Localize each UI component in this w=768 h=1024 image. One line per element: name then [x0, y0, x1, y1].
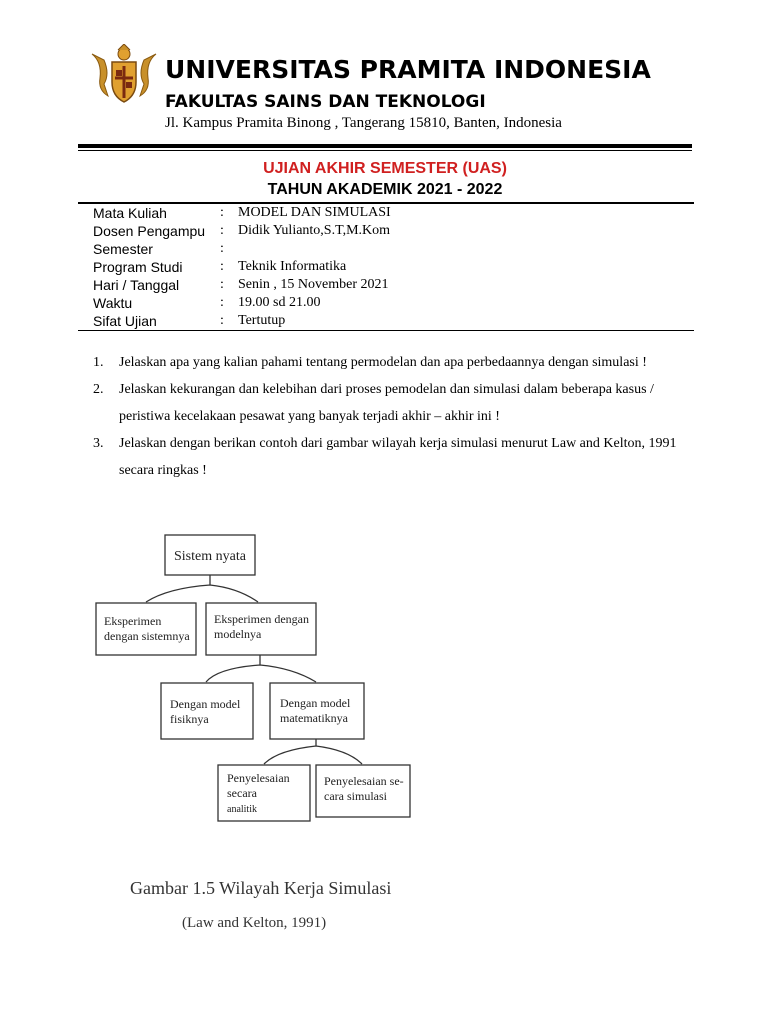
info-label: Program Studi [93, 259, 183, 275]
info-label: Mata Kuliah [93, 205, 167, 221]
connector-model [206, 655, 316, 682]
simulation-scope-diagram [88, 530, 428, 840]
question-number: 3. [93, 436, 104, 451]
info-value: Tertutup [238, 313, 286, 328]
question-number: 2. [93, 382, 104, 397]
label-exp-model-2: modelnya [214, 627, 262, 641]
label-math-1: Dengan model [280, 696, 351, 710]
exam-title: UJIAN AKHIR SEMESTER (UAS) [263, 160, 507, 177]
question-number: 1. [93, 355, 104, 370]
info-value: Teknik Informatika [238, 259, 347, 274]
info-label: Sifat Ujian [93, 313, 157, 329]
info-colon: : [220, 277, 224, 292]
question-item [93, 430, 703, 484]
box-physical-model [161, 683, 253, 739]
label-math-2: matematiknya [280, 711, 348, 725]
info-value: MODEL DAN SIMULASI [238, 205, 391, 220]
info-colon: : [220, 241, 224, 256]
question-text: Jelaskan dengan berikan contoh dari gambar wilayah kerja simulasi menurut Law and Kelton, 1991 secara ringkas ! [119, 436, 677, 478]
label-exp-model-1: Eksperimen dengan [214, 612, 309, 626]
university-logo [88, 44, 160, 106]
header-divider-thin [78, 150, 692, 151]
info-label: Waktu [93, 295, 133, 311]
question-text: Jelaskan apa yang kalian pahami tentang permodelan dan apa perbedaannya dengan simulasi ! [119, 355, 647, 370]
info-label: Hari / Tanggal [93, 277, 180, 293]
label-physical-1: Dengan model [170, 697, 241, 711]
question-list [93, 349, 703, 484]
info-bottom-divider [78, 330, 694, 331]
university-name: UNIVERSITAS PRAMITA INDONESIA [165, 55, 651, 84]
label-exp-system-2: dengan sistemnya [104, 629, 190, 643]
label-simulation-2: cara simulasi [324, 789, 387, 803]
figure-source: (Law and Kelton, 1991) [182, 915, 327, 931]
label-real-system: Sistem nyata [174, 549, 246, 564]
label-analytic-1: Penyelesaian [227, 771, 290, 785]
question-text: Jelaskan kekurangan dan kelebihan dari proses pemodelan dan simulasi dalam beberapa kasus / peristiwa kecelakaan pesawat yang banyak terjadi akhir – akhir ini ! [119, 382, 654, 424]
connector-root [146, 575, 258, 602]
figure-caption: Gambar 1.5 Wilayah Kerja Simulasi [130, 878, 392, 898]
label-simulation-1: Penyelesaian se- [324, 774, 404, 788]
academic-year: TAHUN AKADEMIK 2021 - 2022 [267, 181, 503, 198]
info-label: Dosen Pengampu [93, 223, 206, 239]
question-item [93, 376, 703, 430]
info-value: Didik Yulianto,S.T,M.Kom [238, 223, 391, 238]
label-analytic-3: analitik [227, 804, 257, 815]
university-address: Jl. Kampus Pramita Binong , Tangerang 15810, Banten, Indonesia [165, 115, 562, 131]
connector-math [264, 739, 362, 764]
info-colon: : [220, 259, 224, 274]
info-value: Senin , 15 November 2021 [238, 277, 389, 292]
info-colon: : [220, 295, 224, 310]
label-physical-2: fisiknya [170, 712, 209, 726]
info-colon: : [220, 205, 224, 220]
label-analytic-2: secara [227, 786, 257, 800]
info-colon: : [220, 313, 224, 328]
question-item [93, 349, 703, 376]
info-value: 19.00 sd 21.00 [238, 295, 321, 310]
info-colon: : [220, 223, 224, 238]
info-label: Semester [93, 241, 153, 257]
label-exp-system-1: Eksperimen [104, 614, 162, 628]
faculty-name: FAKULTAS SAINS DAN TEKNOLOGI [165, 92, 486, 112]
header-divider [78, 144, 692, 148]
